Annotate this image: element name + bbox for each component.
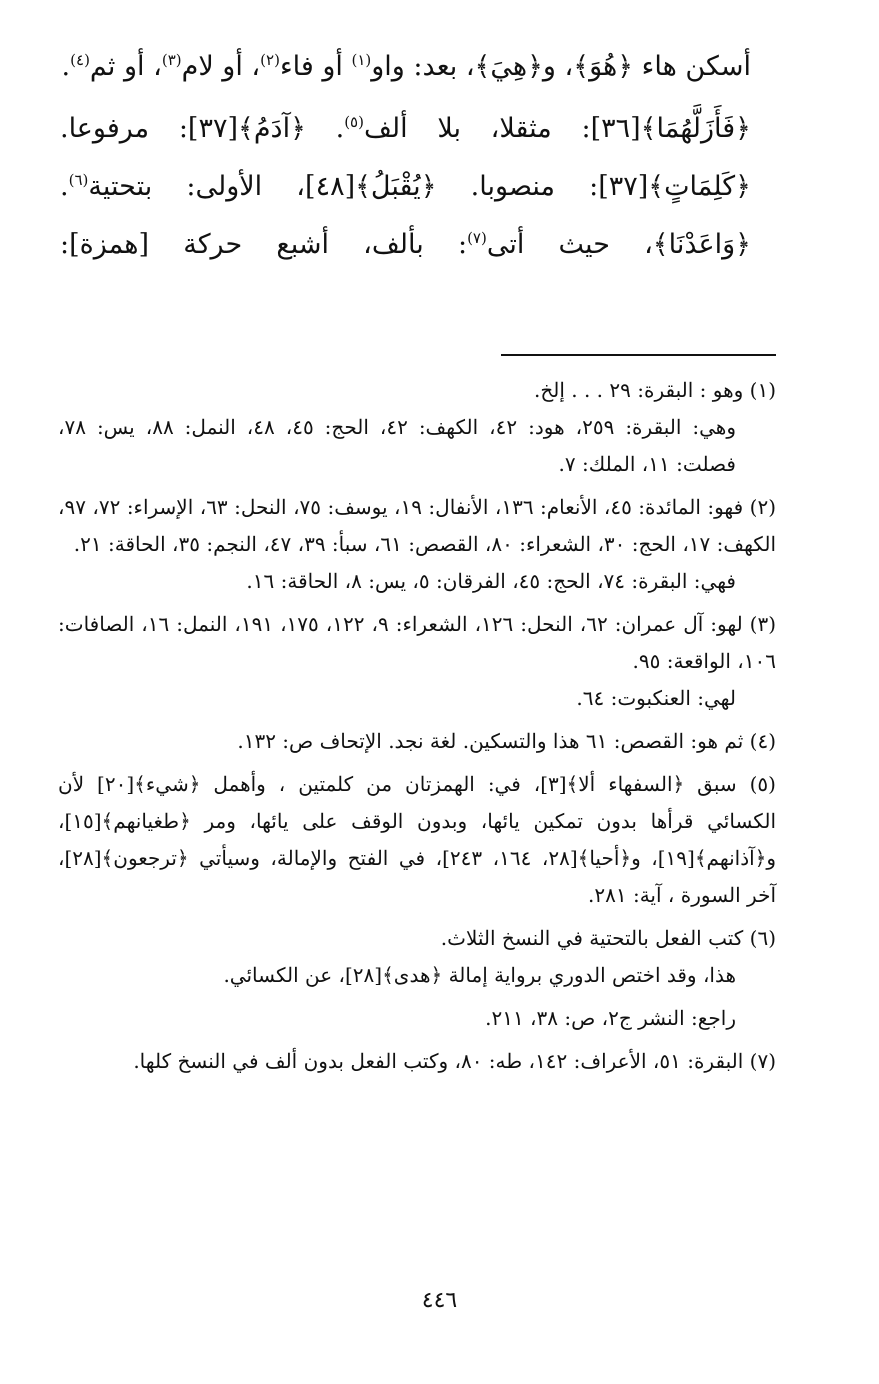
footnote-marker-5: (٥) [344,113,364,131]
footnote-2-text: (٢) فهو: المائدة: ٤٥، الأنعام: ١٣٦، الأنفال: ١٩، يوسف: ٧٥، النحل: ٦٣، الإسراء: ٧٢، ٩٧، الكهف: ١٧، الحج: ٣٠، الشعراء: ٨٠، القصص: ٦١، سبأ: ٣٩، ٤٧، النجم: ٣٥، الحاقة: ٢١. [58,495,777,556]
footnote-6 [58,920,776,1037]
main-paragraph-1-text-5: . [61,51,71,82]
footnote-3-subtext: لهي: العنكبوت: ٦٤. [576,686,736,710]
footnote-3 [58,606,776,717]
main-paragraph-2 [60,100,751,274]
footnote-6-text: (٦) كتب الفعل بالتحتية في النسخ الثلاث. [440,926,776,950]
footnote-marker-7: (٧) [467,229,487,247]
footnote-3-text: (٣) لهو: آل عمران: ٦٢، النحل: ١٢٦، الشعراء: ٩، ١٢٢، ١٧٥، ١٩١، النمل: ١٦، الصافات: ١٠٦، الواقعة: ٩٥. [58,612,777,673]
footnote-marker-4: (٤) [70,51,90,69]
main-paragraph-2-text-3: . ﴿وَاعَدْنَا﴾، حيث أتى [60,171,751,260]
footnote-divider [501,354,776,356]
footnote-4-text: (٤) ثم هو: القصص: ٦١ هذا والتسكين. لغة نجد. الإتحاف ص: ١٣٢. [237,729,776,753]
footnote-1-text: (١) وهو : البقرة: ٢٩ . . . إلخ. [533,378,776,402]
footnote-marker-1: (١) [351,51,372,69]
footnote-7 [58,1043,776,1080]
main-paragraph-1-text-3: ، أو لام [181,51,261,82]
footnote-6-subtext-2: راجع: النشر ج٢، ص: ٣٨، ٢١١. [485,1006,736,1030]
footnote-6-subtext-1: هذا، وقد اختص الدوري برواية إمالة ﴿هدى﴾[٢٨]، عن الكسائي. [223,963,736,987]
footnote-4 [58,723,776,760]
footnotes-section [58,372,776,1086]
footnote-5-text: (٥) سبق ﴿السفهاء ألا﴾[٣]، في: الهمزتان من كلمتين ، وأهمل ﴿شيء﴾[٢٠] لأن الكسائي قرأها بدون تمكين يائها، وبدون الوقف على يائها، ومر ﴿طغيانهم﴾[١٥]، و﴿آذانهم﴾[١٩]، و﴿أحيا﴾[٢٨، ١٦٤، ٢٤٣]، في الفتح والإمالة، وسيأتي ﴿ترجعون﴾[٢٨]، آخر السورة ، آية: ٢٨١. [58,772,777,907]
footnote-2 [58,489,776,600]
footnote-5 [58,766,776,914]
main-text [60,38,751,274]
main-paragraph-1-text-4: ، أو ثم [89,51,162,82]
main-paragraph-2-text-4: : بألف، أشبع حركة [همزة]: [60,229,468,260]
footnote-7-text: (٧) البقرة: ٥١، الأعراف: ١٤٢، طه: ٨٠، وكتب الفعل بدون ألف في النسخ كلها. [133,1049,776,1073]
footnote-1 [58,372,776,483]
main-paragraph-2-text-2: . ﴿آدَمُ﴾[٣٧]: مرفوعا. ﴿كَلِمَاتٍ﴾[٣٧]: منصوبا. ﴿يُقْبَلُ﴾[٤٨]، الأولى: بتحتية [60,113,751,202]
main-paragraph-1 [60,38,751,96]
main-paragraph-1-text-2: أو فاء [279,51,352,82]
footnote-marker-6: (٦) [68,171,89,189]
main-paragraph-2-text: ﴿فَأَزَلَّهُمَا﴾[٣٦]: مثقلا، بلا ألف [363,113,751,144]
page-number: ٤٤٦ [421,1288,458,1313]
footnote-marker-2: (٢) [260,51,280,69]
footnote-2-subtext: فهي: البقرة: ٧٤، الحج: ٤٥، الفرقان: ٥، يس: ٨، الحاقة: ١٦. [246,569,736,593]
footnote-1-subtext: وهي: البقرة: ٢٥٩، هود: ٤٢، الكهف: ٤٢، الحج: ٤٥، ٤٨، النمل: ٨٨، يس: ٧٨، فصلت: ١١، الملك: ٧. [58,415,736,476]
footnote-marker-3: (٣) [161,51,182,69]
main-paragraph-1-text: أسكن هاء ﴿هُوَ﴾، و﴿هِيَ﴾، بعد: واو [371,51,751,82]
